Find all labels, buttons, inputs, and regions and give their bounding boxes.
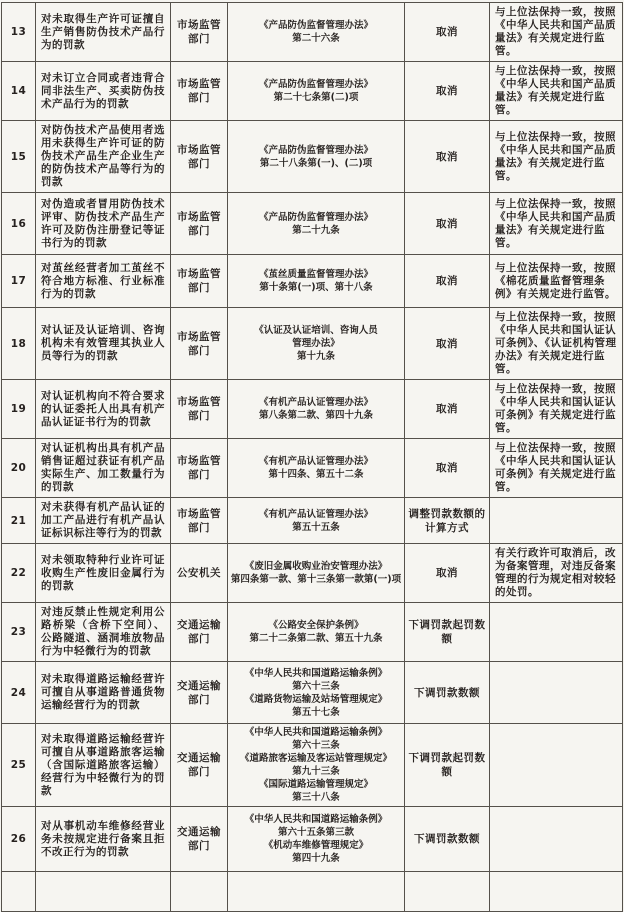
row-number: 22 <box>2 544 36 603</box>
row-number: 26 <box>2 807 36 872</box>
table-row <box>2 3 623 62</box>
department: 交通运输部门 <box>171 662 228 724</box>
row-number: 17 <box>2 255 36 308</box>
legal-basis-line: 《中华人民共和国道路运输条例》 <box>244 727 388 738</box>
legal-basis <box>228 724 405 807</box>
table-row <box>2 255 623 308</box>
department: 市场监管部门 <box>171 255 228 308</box>
legal-basis-line: 第四十九条 <box>292 853 340 864</box>
remark: 与上位法保持一致，按照《中华人民共和国认证认可条例》有关规定进行监管。 <box>490 380 623 439</box>
legal-basis <box>228 544 405 603</box>
remark: 与上位法保持一致，按照《中华人民共和国产品质量法》有关规定进行监管。 <box>490 121 623 193</box>
table-row <box>2 308 623 380</box>
department: 市场监管部门 <box>171 193 228 255</box>
legal-basis <box>228 662 405 724</box>
adjustment-action: 取消 <box>405 62 490 121</box>
remark <box>490 662 623 724</box>
remark <box>490 498 623 544</box>
remark <box>490 603 623 662</box>
legal-basis <box>228 807 405 872</box>
remark: 与上位法保持一致，按照《中华人民共和国产品质量法》有关规定进行监管。 <box>490 62 623 121</box>
legal-basis-line: 第二十七条第(二)项 <box>273 92 359 103</box>
adjustment-action: 取消 <box>405 121 490 193</box>
adjustment-action: 下调罚款数额 <box>405 662 490 724</box>
legal-basis-line: 《有机产品认证管理办法》 <box>258 508 373 520</box>
remark <box>490 724 623 807</box>
remark: 与上位法保持一致，按照《中华人民共和国产品质量法》有关规定进行监管。 <box>490 193 623 255</box>
violation-item: 对伪造或者冒用防伪技术评审、防伪技术产品生产许可及防伪注册登记等证书行为的罚款 <box>36 193 171 255</box>
violation-item: 对未获得有机产品认证的加工产品进行有机产品认证标识标注等行为的罚款 <box>36 498 171 544</box>
violation-item: 对未取得生产许可证擅自生产销售防伪技术产品行为的罚款 <box>36 3 171 62</box>
legal-basis-line: 《认证及认证培训、咨询人员 <box>254 325 378 336</box>
legal-basis-line: 第六十五条第三款 <box>277 827 354 838</box>
violation-item: 对认证机构向不符合要求的认证委托人出具有机产品认证证书行为的罚款 <box>36 380 171 439</box>
legal-basis-line: 《中华人民共和国道路运输条例》 <box>244 667 388 679</box>
legal-basis <box>228 193 405 255</box>
department: 公安机关 <box>171 544 228 603</box>
legal-basis-line: 第五十五条 <box>292 521 340 533</box>
legal-basis <box>228 121 405 193</box>
table-row <box>2 62 623 121</box>
legal-basis-line: 《产品防伪监督管理办法》 <box>258 79 373 90</box>
remark: 与上位法保持一致，按照《中华人民共和国产品质量法》有关规定进行监管。 <box>490 3 623 62</box>
legal-basis <box>228 308 405 380</box>
adjustment-action: 下调罚款起罚数额 <box>405 724 490 807</box>
adjustment-action: 下调罚款起罚数额 <box>405 603 490 662</box>
legal-basis-line: 《有机产品认证管理办法》 <box>258 456 373 467</box>
adjustment-action: 取消 <box>405 439 490 498</box>
legal-basis-line: 《公路安全保护条例》 <box>268 620 364 631</box>
legal-basis-line: 《废旧金属收购业治安管理办法》 <box>244 561 388 572</box>
legal-basis-line: 《机动车维修管理规定》 <box>263 840 369 851</box>
department: 交通运输部门 <box>171 724 228 807</box>
table-row <box>2 193 623 255</box>
legal-basis-line: 《国际道路运输管理规定》 <box>258 779 373 790</box>
legal-basis-line: 第十九条 <box>296 351 335 362</box>
legal-basis-line: 《有机产品认证管理办法》 <box>258 397 373 408</box>
violation-item: 对未取得道路运输经营许可擅自从事道路旅客运输（含国际道路旅客运输）经营行为中轻微行为的罚款 <box>36 724 171 807</box>
violation-item: 对未取得道路运输经营许可擅自从事道路普通货物运输经营行为的罚款 <box>36 662 171 724</box>
remark: 与上位法保持一致，按照《中华人民共和国认证认可条例》、《认证机构管理办法》有关规定进行监管。 <box>490 308 623 380</box>
department: 市场监管部门 <box>171 308 228 380</box>
legal-basis <box>228 872 405 912</box>
legal-basis <box>228 498 405 544</box>
legal-basis-line: 第六十三条 <box>292 680 340 692</box>
legal-basis-line: 第四条第一款、第十三条第一款第(一)项 <box>230 574 402 585</box>
row-number: 13 <box>2 3 36 62</box>
violation-item: 对违反禁止性规定利用公路桥梁（含桥下空间）、公路隧道、涵洞堆放物品行为中轻微行为的罚款 <box>36 603 171 662</box>
row-number <box>2 872 36 912</box>
adjustment-action: 取消 <box>405 544 490 603</box>
adjustment-action: 取消 <box>405 308 490 380</box>
table-row <box>2 662 623 724</box>
remark <box>490 872 623 912</box>
legal-basis <box>228 3 405 62</box>
row-number: 23 <box>2 603 36 662</box>
row-number: 19 <box>2 380 36 439</box>
department: 市场监管部门 <box>171 62 228 121</box>
legal-basis-line: 《中华人民共和国道路运输条例》 <box>244 814 388 825</box>
legal-basis-line: 第二十二条第二款、第五十九条 <box>249 633 383 644</box>
violation-item: 对从事机动车维修经营业务未按规定进行备案且拒不改正行为的罚款 <box>36 807 171 872</box>
violation-item: 对未订立合同或者违背合同非法生产、买卖防伪技术产品行为的罚款 <box>36 62 171 121</box>
adjustment-action: 取消 <box>405 193 490 255</box>
adjustment-action <box>405 872 490 912</box>
remark: 与上位法保持一致，按照《中华人民共和国认证认可条例》有关规定进行监管。 <box>490 439 623 498</box>
department <box>171 872 228 912</box>
row-number: 24 <box>2 662 36 724</box>
department: 市场监管部门 <box>171 380 228 439</box>
table-row <box>2 380 623 439</box>
violation-item: 对防伪技术产品使用者选用未获得生产许可证的防伪技术产品生产企业生产的防伪技术产品等行为的罚款 <box>36 121 171 193</box>
legal-basis-line: 第十四条、第五十二条 <box>268 469 364 480</box>
legal-basis-line: 第二十八条第(一)、(二)项 <box>259 157 373 169</box>
penalty-adjustment-table <box>1 2 623 912</box>
table-row <box>2 807 623 872</box>
table-row <box>2 121 623 193</box>
violation-item: 对认证及认证培训、咨询机构未有效管理其执业人员等行为的罚款 <box>36 308 171 380</box>
remark: 与上位法保持一致，按照《棉花质量监督管理条例》有关规定进行监管。 <box>490 255 623 308</box>
legal-basis-line: 《产品防伪监督管理办法》 <box>258 211 373 223</box>
legal-basis-line: 第十条第(一)项、第十八条 <box>259 282 373 293</box>
legal-basis-line: 《茧丝质量监督管理办法》 <box>258 269 373 280</box>
table-row <box>2 872 623 912</box>
row-number: 14 <box>2 62 36 121</box>
remark: 有关行政许可取消后，改为备案管理，对违反备案管理的行为规定相对较轻的处罚。 <box>490 544 623 603</box>
legal-basis-line: 第八条第二款、第四十九条 <box>258 410 373 421</box>
legal-basis-line: 《道路货物运输及站场管理规定》 <box>244 693 388 705</box>
legal-basis-line: 第二十九条 <box>292 224 340 236</box>
legal-basis <box>228 603 405 662</box>
violation-item: 对茧丝经营者加工茧丝不符合地方标准、行业标准行为的罚款 <box>36 255 171 308</box>
legal-basis-line: 《道路旅客运输及客运站管理规定》 <box>239 753 392 764</box>
table-row <box>2 498 623 544</box>
legal-basis <box>228 439 405 498</box>
row-number: 16 <box>2 193 36 255</box>
legal-basis-line: 《产品防伪监督管理办法》 <box>258 20 373 31</box>
department: 市场监管部门 <box>171 3 228 62</box>
legal-basis-line: 第三十八条 <box>292 792 340 803</box>
row-number: 25 <box>2 724 36 807</box>
row-number: 20 <box>2 439 36 498</box>
legal-basis <box>228 255 405 308</box>
row-number: 15 <box>2 121 36 193</box>
legal-basis-line: 《产品防伪监督管理办法》 <box>258 144 373 156</box>
table-row <box>2 544 623 603</box>
adjustment-action: 下调罚款数额 <box>405 807 490 872</box>
table-row <box>2 439 623 498</box>
legal-basis <box>228 62 405 121</box>
adjustment-action: 取消 <box>405 380 490 439</box>
adjustment-action: 取消 <box>405 255 490 308</box>
table-row <box>2 724 623 807</box>
violation-item: 对认证机构出具有机产品销售证超过获证有机产品实际生产、加工数量行为的罚款 <box>36 439 171 498</box>
adjustment-action: 调整罚款数额的计算方式 <box>405 498 490 544</box>
adjustment-action: 取消 <box>405 3 490 62</box>
violation-item <box>36 872 171 912</box>
department: 市场监管部门 <box>171 439 228 498</box>
row-number: 18 <box>2 308 36 380</box>
legal-basis-line: 管理办法》 <box>292 338 340 349</box>
legal-basis-line: 第六十三条 <box>292 740 340 751</box>
violation-item: 对未领取特种行业许可证收购生产性废旧金属行为的罚款 <box>36 544 171 603</box>
legal-basis-line: 第五十七条 <box>292 706 340 718</box>
row-number: 21 <box>2 498 36 544</box>
remark <box>490 807 623 872</box>
legal-basis-line: 第九十三条 <box>292 766 340 777</box>
legal-basis-line: 第二十六条 <box>292 33 340 44</box>
table-row <box>2 603 623 662</box>
department: 市场监管部门 <box>171 498 228 544</box>
department: 交通运输部门 <box>171 807 228 872</box>
department: 交通运输部门 <box>171 603 228 662</box>
legal-basis <box>228 380 405 439</box>
penalty-table-body <box>2 3 623 912</box>
department: 市场监管部门 <box>171 121 228 193</box>
